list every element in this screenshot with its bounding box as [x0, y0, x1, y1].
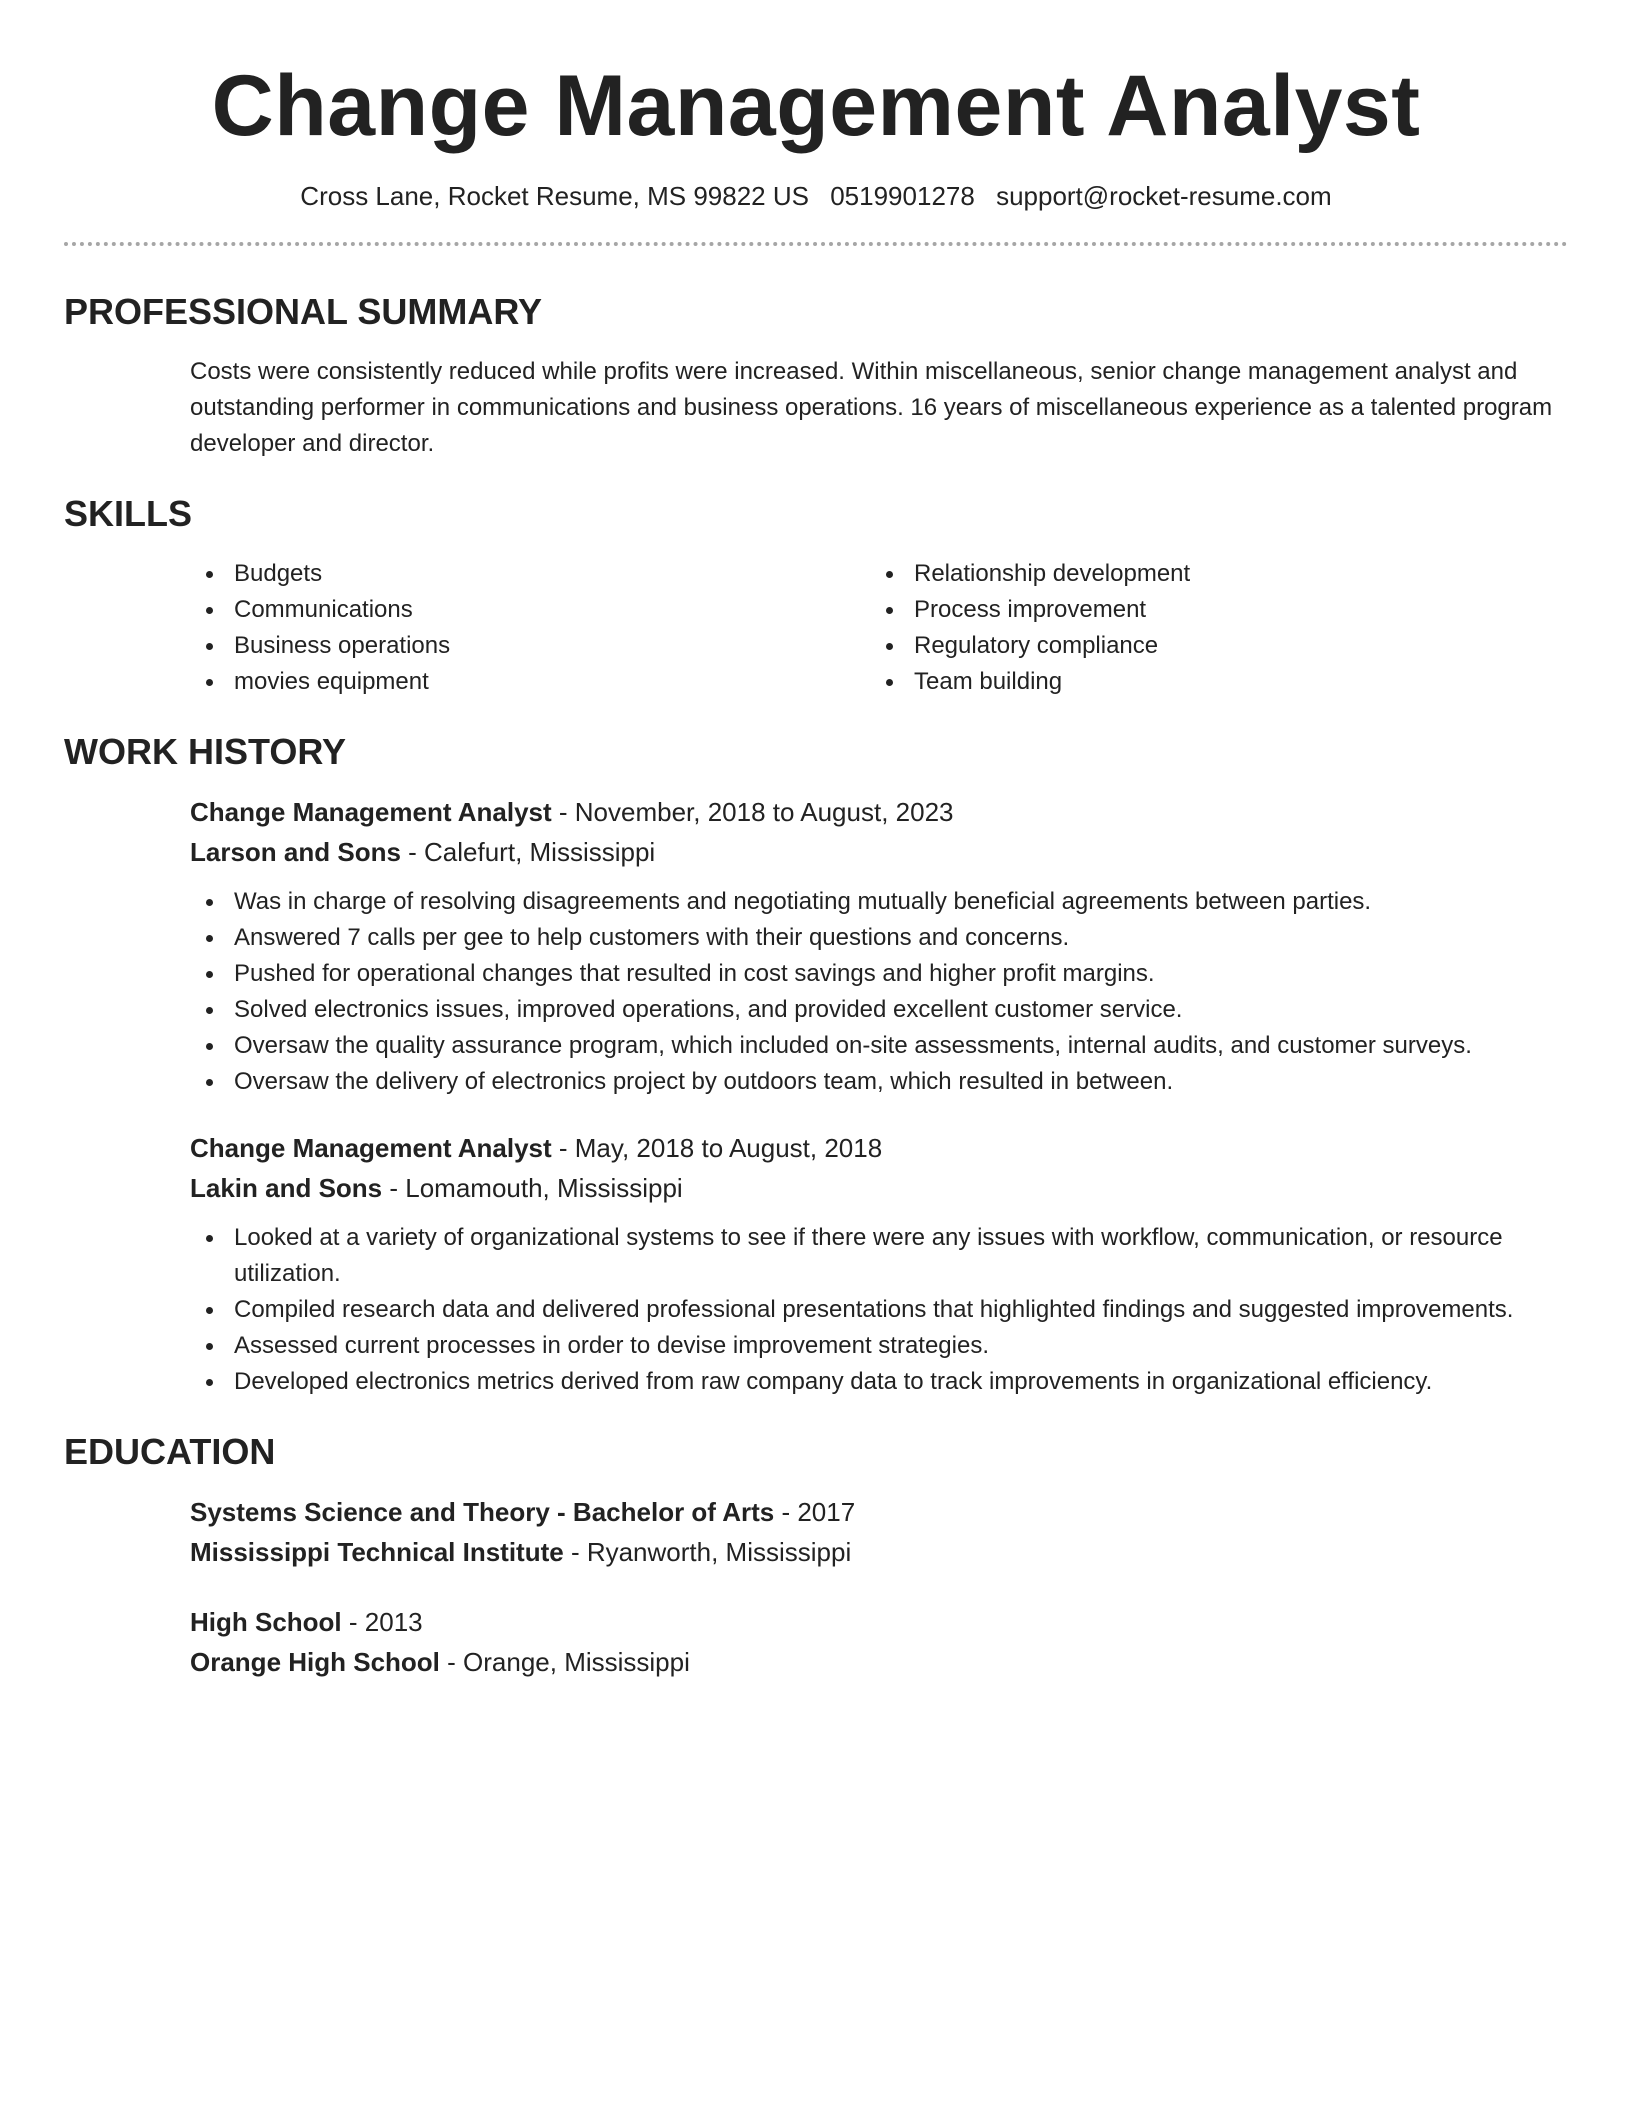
job-bullet: Assessed current processes in order to devise improvement strategies.: [190, 1328, 1568, 1364]
job-dates: - November, 2018 to August, 2023: [551, 797, 954, 827]
education-school-line: [190, 1532, 1568, 1572]
job-title-line: [190, 792, 1568, 832]
education-degree-line: [190, 1492, 1568, 1532]
section-education: [64, 1430, 1568, 1682]
education-degree: Systems Science and Theory - Bachelor of Arts: [190, 1497, 775, 1527]
job-bullets: [190, 1220, 1568, 1400]
skills-column-left: [190, 556, 870, 700]
skill-item: Regulatory compliance: [870, 628, 1550, 664]
header-divider: [64, 242, 1568, 246]
skill-item: Communications: [190, 592, 870, 628]
education-entry: [190, 1492, 1568, 1572]
education-location: - Orange, Mississippi: [439, 1647, 690, 1677]
job-title-line: [190, 1128, 1568, 1168]
skill-item: Process improvement: [870, 592, 1550, 628]
job-location: - Lomamouth, Mississippi: [382, 1173, 683, 1203]
education-school: Orange High School: [190, 1647, 440, 1677]
summary-text: Costs were consistently reduced while profits were increased. Within miscellaneous, senior change management analyst and outstanding performer in communications and business operations. 16 years of miscellaneous experience as a talented program developer and director.: [190, 358, 1553, 457]
skill-item: Business operations: [190, 628, 870, 664]
job-bullet: Was in charge of resolving disagreements and negotiating mutually beneficial agreements between parties.: [190, 884, 1568, 920]
job-company: Lakin and Sons: [190, 1173, 383, 1203]
section-title: PROFESSIONAL SUMMARY: [64, 291, 543, 332]
contact-email: support@rocket-resume.com: [996, 181, 1332, 211]
job-entry: [190, 792, 1568, 1100]
skill-item: movies equipment: [190, 664, 870, 700]
job-role: Change Management Analyst: [190, 797, 552, 827]
contact-line: [64, 180, 1568, 212]
education-degree-line: [190, 1602, 1568, 1642]
education-location: - Ryanworth, Mississippi: [563, 1537, 852, 1567]
job-role: Change Management Analyst: [190, 1133, 552, 1163]
section-skills: [64, 492, 1568, 700]
section-title: EDUCATION: [64, 1431, 276, 1472]
section-work-history: [64, 730, 1568, 1400]
job-entry: [190, 1128, 1568, 1400]
education-school: Mississippi Technical Institute: [190, 1537, 564, 1567]
education-school-line: [190, 1642, 1568, 1682]
job-bullet: Oversaw the quality assurance program, which included on-site assessments, internal audits, and customer surveys.: [190, 1028, 1568, 1064]
candidate-name: Change Management Analyst: [211, 58, 1421, 154]
job-bullet: Developed electronics metrics derived from raw company data to track improvements in organizational efficiency.: [190, 1364, 1568, 1400]
skills-grid: [190, 556, 1568, 700]
job-company: Larson and Sons: [190, 837, 401, 867]
education-degree: High School: [190, 1607, 342, 1637]
job-bullets: [190, 884, 1568, 1100]
contact-address: Cross Lane, Rocket Resume, MS 99822 US: [300, 181, 809, 211]
job-bullet: Answered 7 calls per gee to help customers with their questions and concerns.: [190, 920, 1568, 956]
job-bullet: Pushed for operational changes that resulted in cost savings and higher profit margins.: [190, 956, 1568, 992]
job-bullet: Looked at a variety of organizational systems to see if there were any issues with workflow, communication, or resource utilization.: [190, 1220, 1568, 1292]
skill-item: Budgets: [190, 556, 870, 592]
education-year: - 2013: [341, 1607, 423, 1637]
job-bullet: Oversaw the delivery of electronics project by outdoors team, which resulted in between.: [190, 1064, 1568, 1100]
education-year: - 2017: [774, 1497, 856, 1527]
section-title: SKILLS: [64, 493, 193, 534]
skills-column-right: [870, 556, 1550, 700]
skill-item: Team building: [870, 664, 1550, 700]
job-dates: - May, 2018 to August, 2018: [551, 1133, 883, 1163]
job-company-line: [190, 1168, 1568, 1208]
job-location: - Calefurt, Mississippi: [400, 837, 656, 867]
section-professional-summary: [64, 290, 1568, 462]
job-bullet: Solved electronics issues, improved operations, and provided excellent customer service.: [190, 992, 1568, 1028]
contact-phone: 0519901278: [830, 181, 975, 211]
job-bullet: Compiled research data and delivered professional presentations that highlighted findings and suggested improvements.: [190, 1292, 1568, 1328]
job-company-line: [190, 832, 1568, 872]
section-title: WORK HISTORY: [64, 731, 347, 772]
skill-item: Relationship development: [870, 556, 1550, 592]
education-entry: [190, 1602, 1568, 1682]
